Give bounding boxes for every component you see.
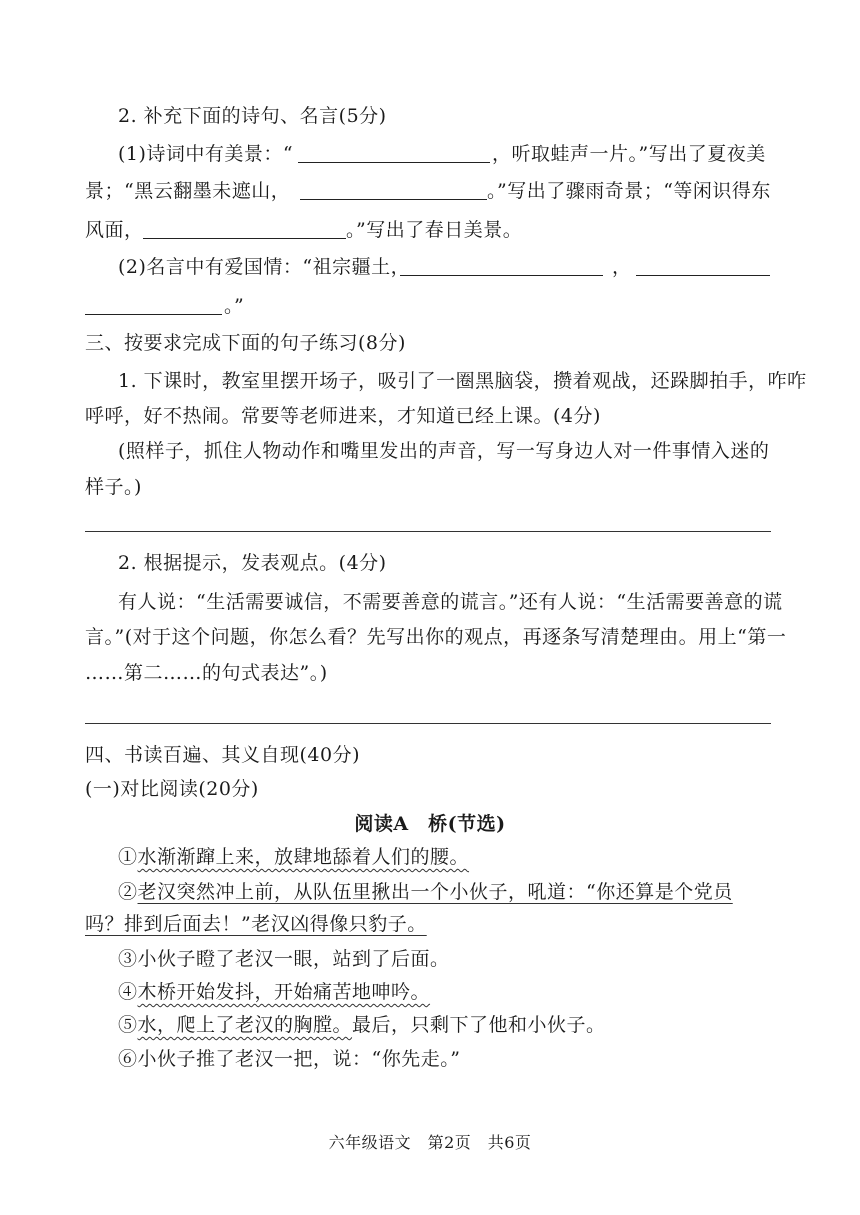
section4-heading: 四、书读百遍、其义自现(40分) xyxy=(85,744,361,766)
q2-p2-line1-a: (2)名言中有爱国情：“祖宗疆土， xyxy=(118,256,411,278)
underlined-text: 老汉突然冲上前，从队伍里揪出一个小伙子，吼道：“你还算是个党员 xyxy=(137,881,733,903)
wavy-underlined-text: 木桥开始发抖，开始痛苦地呻吟。 xyxy=(137,981,431,1003)
paragraph-4 xyxy=(118,983,430,1002)
underlined-text: 吗？排到后面去！”老汉凶得像只豹子。 xyxy=(85,913,427,935)
s3-q2-line3: ……第二……的句式表达”。) xyxy=(85,662,328,684)
wavy-underlined-text: 水，爬上了老汉的胸膛。 xyxy=(137,1014,353,1036)
q2-p2-line1-b: ， xyxy=(612,256,632,278)
paragraph-3: ③小伙子瞪了老汉一眼，站到了后面。 xyxy=(118,948,450,970)
paragraph-number: ② xyxy=(118,881,138,903)
paragraph-5 xyxy=(118,1016,606,1035)
answer-blank[interactable] xyxy=(85,314,222,315)
paragraph-6: ⑥小伙子推了老汉一把，说：“你先走。” xyxy=(118,1048,461,1070)
answer-blank[interactable] xyxy=(143,238,346,239)
q2-p1-line3-b: 。”写出了春日美景。 xyxy=(346,219,523,241)
q2-p1-line1-a: (1)诗词中有美景：“ xyxy=(118,143,294,165)
q2-p1-line3-a: 风面， xyxy=(85,219,144,241)
q2-p1-line2-b: 。”写出了骤雨奇景；“等闲识得东 xyxy=(487,180,771,202)
s3-q1-line2: 呼呼，好不热闹。常要等老师进来，才知道已经上课。(4分) xyxy=(85,405,601,427)
answer-blank[interactable] xyxy=(300,199,487,200)
paragraph-2-line1 xyxy=(118,883,733,902)
answer-blank[interactable] xyxy=(400,275,603,276)
paragraph-1 xyxy=(118,848,469,867)
s3-q1-hint-line2: 样子。) xyxy=(85,476,142,498)
s3-q1-hint-line1: (照样子，抓住人物动作和嘴里发出的声音，写一写身边人对一件事情入迷的 xyxy=(118,440,770,462)
answer-blank[interactable] xyxy=(636,275,770,276)
paragraph-number: ① xyxy=(118,846,138,868)
answer-line[interactable] xyxy=(85,531,771,532)
s3-q2-heading: 2. 根据提示，发表观点。(4分) xyxy=(118,552,387,574)
q2-p2-line2-b: 。” xyxy=(224,295,245,317)
paragraph-number: ④ xyxy=(118,981,138,1003)
reading-title: 阅读A 桥(节选) xyxy=(354,813,506,835)
page-footer: 六年级语文 第2页 共6页 xyxy=(328,1133,532,1152)
wavy-underlined-text: 水渐渐蹿上来，放肆地舔着人们的腰。 xyxy=(137,846,470,868)
paragraph-2-line2 xyxy=(85,915,427,934)
q2-p1-line2-a: 景；“黑云翻墨未遮山， xyxy=(85,180,291,202)
s3-q2-line1: 有人说：“生活需要诚信，不需要善意的谎言。”还有人说：“生活需要善意的谎 xyxy=(118,591,783,613)
paragraph-number: ⑤ xyxy=(118,1014,138,1036)
answer-line[interactable] xyxy=(85,723,771,724)
q2-p1-line1-b: ，听取蛙声一片。”写出了夏夜美 xyxy=(492,143,766,165)
q2-heading: 2. 补充下面的诗句、名言(5分) xyxy=(118,105,387,127)
s3-q2-line2: 言。”(对于这个问题，你怎么看？先写出你的观点，再逐条写清楚理由。用上“第一 xyxy=(85,626,787,648)
s3-q1-line1: 1. 下课时，教室里摆开场子，吸引了一圈黑脑袋，攒着观战，还跺脚拍手，咋咋 xyxy=(118,370,807,392)
paragraph-text: 最后，只剩下了他和小伙子。 xyxy=(352,1014,606,1036)
answer-blank[interactable] xyxy=(298,162,490,163)
section4-subheading: (一)对比阅读(20分) xyxy=(85,778,259,800)
section3-heading: 三、按要求完成下面的句子练习(8分) xyxy=(85,332,406,354)
